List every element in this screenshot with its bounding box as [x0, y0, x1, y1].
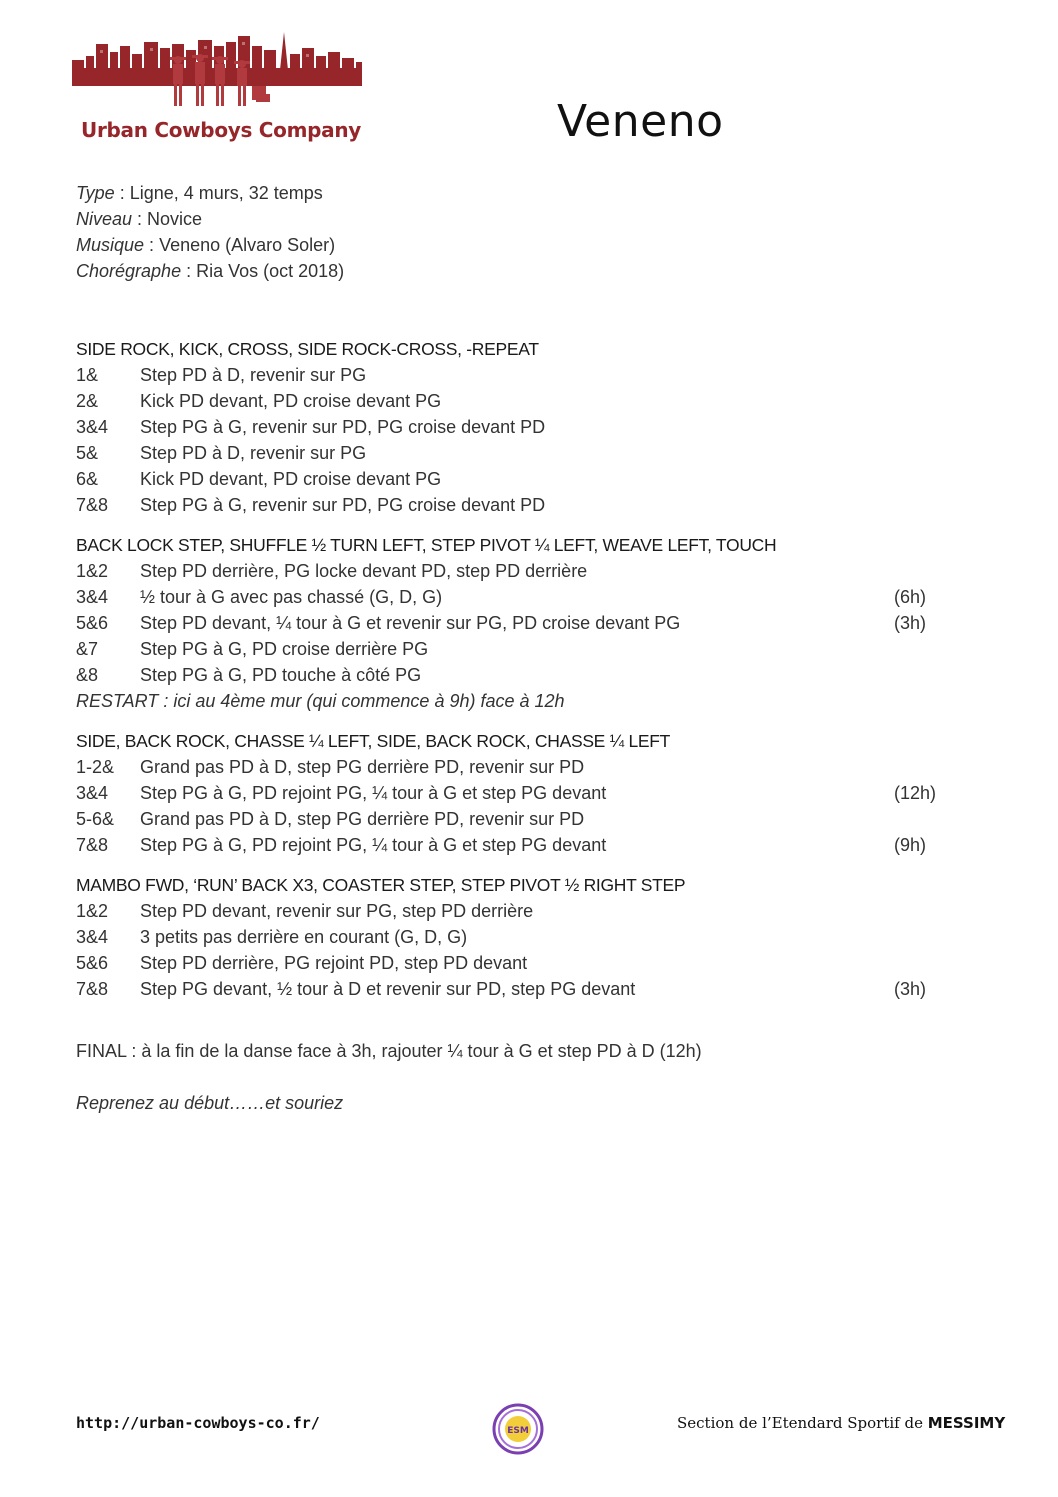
- step-description: Grand pas PD à D, step PG derrière PD, revenir sur PD: [140, 757, 585, 777]
- esm-logo: [491, 1402, 545, 1456]
- step-description: Step PG à G, PD rejoint PG, ¼ tour à G et step PG devant: [140, 783, 607, 803]
- meta-music-label: Musique: [76, 235, 145, 255]
- step-section: [76, 336, 976, 518]
- dance-meta: [76, 180, 344, 284]
- wall-direction: (12h): [894, 783, 937, 803]
- section-heading: SIDE, BACK ROCK, CHASSE ¼ LEFT, SIDE, BACK ROCK, CHASSE ¼ LEFT: [76, 731, 671, 751]
- step-description: Kick PD devant, PD croise devant PG: [140, 469, 442, 489]
- meta-type: Type : Ligne, 4 murs, 32 temps: [76, 183, 323, 203]
- step-row: [76, 362, 976, 388]
- step-description: Step PD à D, revenir sur PG: [140, 443, 367, 463]
- step-count: 5-6&: [76, 809, 115, 829]
- step-count: 1-2&: [76, 757, 115, 777]
- wall-direction: (3h): [894, 979, 927, 999]
- wall-direction: (6h): [894, 587, 927, 607]
- step-row: [76, 806, 976, 832]
- step-description: 3 petits pas derrière en courant (G, D, G): [140, 927, 468, 947]
- step-section: [76, 532, 976, 714]
- meta-type-value: Ligne, 4 murs, 32 temps: [129, 183, 323, 203]
- esm-circle-icon: [491, 1402, 545, 1456]
- step-count: 5&6: [76, 953, 109, 973]
- meta-choreo-value: Ria Vos (oct 2018): [196, 261, 345, 281]
- company-logo: [70, 30, 364, 110]
- step-row: [76, 780, 976, 806]
- step-row: [76, 976, 976, 1002]
- step-row: [76, 610, 976, 636]
- meta-music-value: Veneno (Alvaro Soler): [159, 235, 336, 255]
- restart-note: RESTART : ici au 4ème mur (qui commence à 9h) face à 12h: [76, 691, 565, 711]
- meta-music: Musique : Veneno (Alvaro Soler): [76, 235, 336, 255]
- skyline-icon: [70, 30, 364, 110]
- closing-note: Reprenez au début……et souriez: [76, 1093, 344, 1113]
- step-count: 1&2: [76, 561, 109, 581]
- meta-type-label: Type: [76, 183, 115, 203]
- website-link[interactable]: http://urban-cowboys-co.fr/: [76, 1414, 320, 1432]
- final-note: FINAL : à la fin de la danse face à 3h, rajouter ¼ tour à G et step PD à D (12h): [76, 1041, 702, 1061]
- step-row: [76, 832, 976, 858]
- meta-choreo-label: Chorégraphe: [76, 261, 182, 281]
- step-row: [76, 388, 976, 414]
- step-section: [76, 872, 976, 1002]
- step-count: 5&6: [76, 613, 109, 633]
- step-row: [76, 662, 976, 688]
- step-count: 1&2: [76, 901, 109, 921]
- step-description: Step PG à G, revenir sur PD, PG croise devant PD: [140, 417, 546, 437]
- step-count: 7&8: [76, 835, 109, 855]
- step-count: 3&4: [76, 587, 109, 607]
- dance-title: Veneno: [557, 96, 724, 147]
- step-count: &7: [76, 639, 99, 659]
- club-town: MESSIMY: [927, 1414, 1006, 1432]
- step-row: [76, 950, 976, 976]
- club-section-prefix: Section de l’Etendard Sportif de: [677, 1414, 928, 1432]
- section-heading: MAMBO FWD, ‘RUN’ BACK X3, COASTER STEP, STEP PIVOT ½ RIGHT STEP: [76, 875, 686, 895]
- step-count: &8: [76, 665, 99, 685]
- step-count: 6&: [76, 469, 99, 489]
- step-count: 5&: [76, 443, 99, 463]
- section-heading: BACK LOCK STEP, SHUFFLE ½ TURN LEFT, STEP PIVOT ¼ LEFT, WEAVE LEFT, TOUCH: [76, 535, 777, 555]
- step-row: [76, 440, 976, 466]
- step-description: Step PD devant, revenir sur PG, step PD derrière: [140, 901, 534, 921]
- step-description: Step PD derrière, PG locke devant PD, step PD derrière: [140, 561, 588, 581]
- step-row: [76, 754, 976, 780]
- step-section: [76, 728, 976, 858]
- step-description: Step PD devant, ¼ tour à G et revenir sur PG, PD croise devant PG: [140, 613, 681, 633]
- club-section: [677, 1414, 1005, 1432]
- section-heading: SIDE ROCK, KICK, CROSS, SIDE ROCK-CROSS, -REPEAT: [76, 339, 539, 359]
- step-row: [76, 584, 976, 610]
- step-description: Step PD à D, revenir sur PG: [140, 365, 367, 385]
- step-row: [76, 636, 976, 662]
- step-row: [76, 492, 976, 518]
- esm-logo-text: ESM: [507, 1426, 529, 1436]
- step-count: 3&4: [76, 783, 109, 803]
- step-count: 7&8: [76, 979, 109, 999]
- meta-level-value: Novice: [147, 209, 203, 229]
- step-count: 3&4: [76, 417, 109, 437]
- step-description: Step PG à G, PD croise derrière PG: [140, 639, 429, 659]
- company-name: Urban Cowboys Company: [81, 118, 362, 142]
- step-row: [76, 466, 976, 492]
- step-description: ½ tour à G avec pas chassé (G, D, G): [140, 587, 443, 607]
- step-description: Grand pas PD à D, step PG derrière PD, revenir sur PD: [140, 809, 585, 829]
- step-count: 1&: [76, 365, 99, 385]
- step-description: Step PG devant, ½ tour à D et revenir sur PD, step PG devant: [140, 979, 636, 999]
- wall-direction: (9h): [894, 835, 927, 855]
- wall-direction: (3h): [894, 613, 927, 633]
- step-description: Step PG à G, PD touche à côté PG: [140, 665, 422, 685]
- step-row: [76, 898, 976, 924]
- step-description: Kick PD devant, PD croise devant PG: [140, 391, 442, 411]
- step-sheet: [76, 336, 976, 1016]
- step-count: 3&4: [76, 927, 109, 947]
- meta-choreographer: Chorégraphe : Ria Vos (oct 2018): [76, 261, 345, 281]
- step-count: 7&8: [76, 495, 109, 515]
- step-description: Step PD derrière, PG rejoint PD, step PD devant: [140, 953, 528, 973]
- step-row: [76, 924, 976, 950]
- step-row: [76, 558, 976, 584]
- step-count: 2&: [76, 391, 99, 411]
- step-description: Step PG à G, revenir sur PD, PG croise devant PD: [140, 495, 546, 515]
- meta-level: Niveau : Novice: [76, 209, 203, 229]
- step-description: Step PG à G, PD rejoint PG, ¼ tour à G et step PG devant: [140, 835, 607, 855]
- meta-level-label: Niveau: [76, 209, 133, 229]
- step-row: [76, 414, 976, 440]
